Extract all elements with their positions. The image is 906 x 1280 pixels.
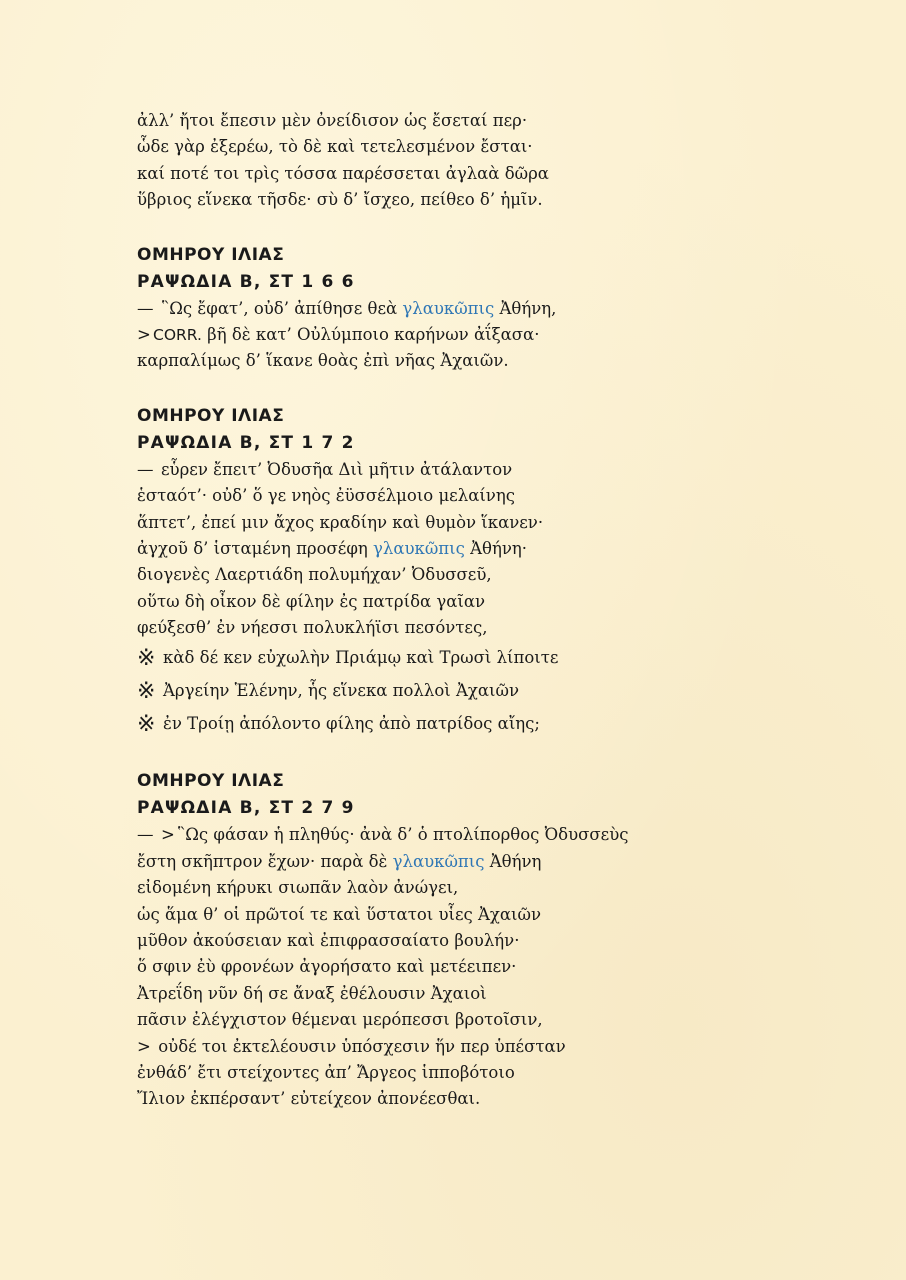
asterism-icon: ※ bbox=[137, 679, 156, 705]
verse-text: Ἀθήνη bbox=[484, 851, 542, 871]
verse-line bbox=[137, 296, 857, 322]
verse-line bbox=[137, 707, 857, 740]
chevron-right-icon: > bbox=[161, 825, 175, 845]
verse-text: ῝Ως ἔφατ’, οὐδ’ ἀπίθησε θεὰ bbox=[161, 298, 403, 318]
verse-line: ἀλλ’ ἤτοι ἔπεσιν μὲν ὀνείδισον ὡς ἔσεταί περ· bbox=[137, 111, 528, 130]
dash-marker: — bbox=[137, 825, 154, 845]
verse-text: ἔστη σκῆπτρον ἔχων· παρὰ δὲ bbox=[137, 851, 393, 871]
asterism-icon: ※ bbox=[137, 712, 156, 738]
verse-line: ἑσταότ’· οὐδ’ ὅ γε νηὸς ἐϋσσέλμοιο μελαίνης bbox=[137, 486, 515, 506]
verse-line: ὧδε γὰρ ἐξερέω, τὸ δὲ καὶ τετελεσμένον ἔσται· bbox=[137, 137, 533, 157]
section-spacer bbox=[137, 375, 857, 403]
verse-text: ῝Ως φάσαν ἡ πληθύς· ἀνὰ δ’ ὁ πτολίπορθος Ὀδυσσεὺς bbox=[177, 825, 629, 845]
section-title: ΟΜΗΡΟΥ ΙΛΙΑΣ bbox=[137, 244, 285, 265]
verse-text: ἐν Τροίῃ ἀπόλοντο φίλης ἀπὸ πατρίδος αἴης; bbox=[163, 714, 540, 734]
chevron-right-icon: > bbox=[137, 324, 151, 344]
verse-line bbox=[137, 322, 857, 348]
verse-text: Ἀθήνη· bbox=[464, 538, 528, 558]
verse-line: οὕτω δὴ οἶκον δὲ φίλην ἐς πατρίδα γαῖαν bbox=[137, 591, 486, 611]
verse-line: ἅπτετ’, ἐπεί μιν ἄχος κραδίην καὶ θυμὸν ἵκανεν· bbox=[137, 512, 544, 532]
section-279 bbox=[137, 768, 857, 1112]
highlighted-word: γλαυκῶπις bbox=[402, 298, 495, 318]
verse-text: βῆ δὲ κατ’ Οὐλύμποιο καρήνων ἀΐξασα· bbox=[201, 324, 540, 344]
verse-line bbox=[137, 457, 857, 483]
verse-line bbox=[137, 536, 857, 562]
verse-line: πᾶσιν ἐλέγχιστον θέμεναι μερόπεσσι βροτοῖσιν, bbox=[137, 1010, 543, 1030]
section-subtitle: ΡΑΨΩΔΙΑ Β, ΣΤ 2 7 9 bbox=[137, 798, 355, 819]
verse-text: Ἀθήνη, bbox=[494, 298, 557, 318]
highlighted-word: γλαυκῶπις bbox=[373, 538, 465, 558]
verse-line bbox=[137, 822, 857, 848]
section-spacer bbox=[137, 214, 857, 242]
chevron-right-icon: > bbox=[137, 1036, 151, 1056]
verse-line: μῦθον ἀκούσειαν καὶ ἐπιφρασσαίατο βουλήν· bbox=[137, 931, 520, 951]
correction-tag: CORR. bbox=[153, 325, 202, 344]
verse-line bbox=[137, 849, 857, 875]
section-subtitle: ΡΑΨΩΔΙΑ Β, ΣΤ 1 6 6 bbox=[137, 271, 355, 292]
verse-text: εὗρεν ἔπειτ’ Ὀδυσῆα Διὶ μῆτιν ἀτάλαντον bbox=[161, 459, 513, 479]
verse-line: Ἀτρεΐδη νῦν δή σε ἄναξ ἐθέλουσιν Ἀχαιοὶ bbox=[137, 983, 487, 1003]
dash-marker: — bbox=[137, 298, 154, 318]
verse-line: ὡς ἅμα θ’ οἱ πρῶτοί τε καὶ ὕστατοι υἷες Ἀχαιῶν bbox=[137, 904, 542, 924]
verse-line: φεύξεσθ’ ἐν νήεσσι πολυκλήϊσι πεσόντες, bbox=[137, 618, 488, 638]
section-172 bbox=[137, 403, 857, 741]
verse-line: καρπαλίμως δ’ ἵκανε θοὰς ἐπὶ νῆας Ἀχαιῶν. bbox=[137, 351, 509, 371]
section-166 bbox=[137, 242, 857, 375]
verse-line: καί ποτέ τοι τρὶς τόσσα παρέσσεται ἀγλαὰ δῶρα bbox=[137, 163, 549, 183]
verse-text: κὰδ δέ κεν εὐχωλὴν Πριάμῳ καὶ Τρωσὶ λίποιτε bbox=[163, 648, 559, 668]
section-subtitle: ΡΑΨΩΔΙΑ Β, ΣΤ 1 7 2 bbox=[137, 432, 355, 453]
verse-line: ἐνθάδ’ ἔτι στείχοντες ἀπ’ Ἄργεος ἱπποβότοιο bbox=[137, 1062, 515, 1082]
section-spacer bbox=[137, 740, 857, 768]
verse-line: ὕβριος εἵνεκα τῆσδε· σὺ δ’ ἴσχεο, πείθεο δ’ ἡμῖν. bbox=[137, 190, 543, 210]
verse-line: Ἴλιον ἐκπέρσαντ’ εὐτείχεον ἀπονέεσθαι. bbox=[137, 1089, 481, 1109]
verse-text: οὐδέ τοι ἐκτελέουσιν ὑπόσχεσιν ἥν περ ὑπέσταν bbox=[153, 1036, 566, 1056]
verse-line bbox=[137, 674, 857, 707]
verse-text: Ἀργείην Ἑλένην, ἧς εἵνεκα πολλοὶ Ἀχαιῶν bbox=[163, 681, 519, 701]
asterism-icon: ※ bbox=[137, 646, 156, 672]
dash-marker: — bbox=[137, 459, 154, 479]
verse-line bbox=[137, 1034, 857, 1060]
verse-line: ὅ σφιν ἐὺ φρονέων ἀγορήσατο καὶ μετέειπεν· bbox=[137, 957, 517, 977]
document-body bbox=[137, 108, 857, 1113]
highlighted-word: γλαυκῶπις bbox=[392, 851, 485, 871]
section-title: ΟΜΗΡΟΥ ΙΛΙΑΣ bbox=[137, 405, 285, 426]
verse-line bbox=[137, 641, 857, 674]
verse-text: ἀγχοῦ δ’ ἱσταμένη προσέφη bbox=[137, 538, 374, 558]
verse-line: διογενὲς Λαερτιάδη πολυμήχαν’ Ὀδυσσεῦ, bbox=[137, 565, 492, 585]
verse-line: εἰδομένη κήρυκι σιωπᾶν λαὸν ἀνώγει, bbox=[137, 878, 459, 898]
section-title: ΟΜΗΡΟΥ ΙΛΙΑΣ bbox=[137, 771, 285, 792]
intro-passage bbox=[137, 108, 857, 214]
